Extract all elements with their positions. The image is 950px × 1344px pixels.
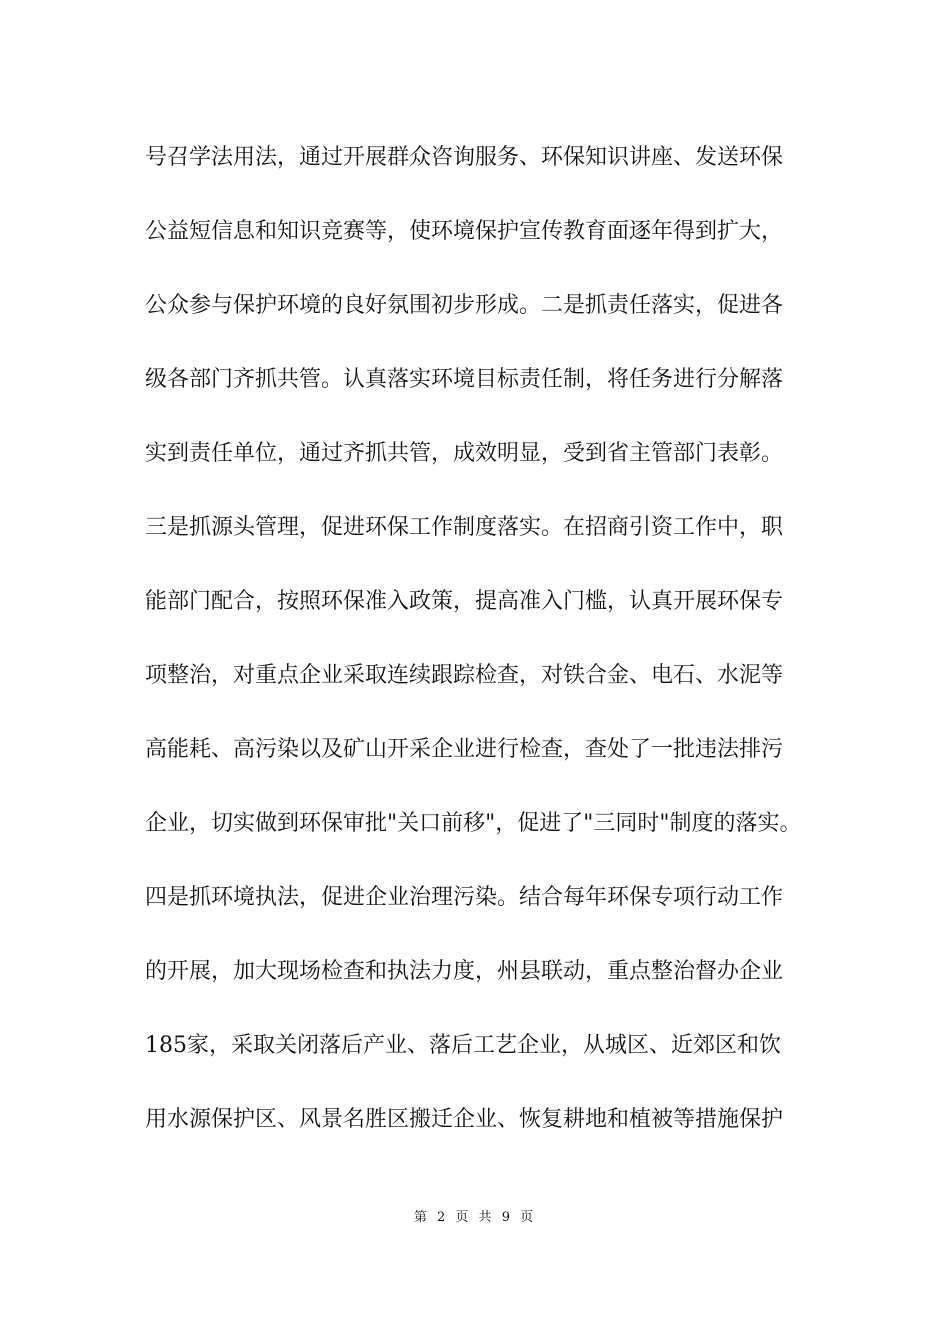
text-line: 级各部门齐抓共管。认真落实环境目标责任制，将任务进行分解落 [145, 367, 784, 392]
text-line: 公众参与保护环境的良好氛围初步形成。二是抓责任落实，促进各 [145, 293, 784, 318]
page-number-footer: 第 2 页 共 9 页 [413, 1210, 537, 1225]
text-line: 三是抓源头管理，促进环保工作制度落实。在招商引资工作中，职 [145, 515, 784, 540]
text-line: 四是抓环境执法，促进企业治理污染。结合每年环保专项行动工作 [145, 885, 784, 910]
text-line: 能部门配合，按照环保准入政策，提高准入门槛，认真开展环保专 [145, 589, 784, 614]
text-line: 项整治，对重点企业采取连续跟踪检查，对铁合金、电石、水泥等 [145, 663, 784, 688]
text-line: 的开展，加大现场检查和执法力度，州县联动，重点整治督办企业 [145, 959, 784, 984]
text-line: 用水源保护区、风景名胜区搬迁企业、恢复耕地和植被等措施保护 [145, 1107, 784, 1132]
text-line: 公益短信息和知识竞赛等，使环境保护宣传教育面逐年得到扩大， [145, 219, 784, 244]
text-line: 企业，切实做到环保审批"关口前移"，促进了"三同时"制度的落实。 [145, 811, 802, 836]
text-line: 185家，采取关闭落后产业、落后工艺企业，从城区、近郊区和饮 [145, 1033, 781, 1058]
text-line: 号召学法用法，通过开展群众咨询服务、环保知识讲座、发送环保 [145, 145, 784, 170]
text-line: 高能耗、高污染以及矿山开采企业进行检查，查处了一批违法排污 [145, 737, 784, 762]
body-text [145, 136, 835, 1172]
text-line: 实到责任单位，通过齐抓共管，成效明显，受到省主管部门表彰。 [145, 441, 784, 466]
